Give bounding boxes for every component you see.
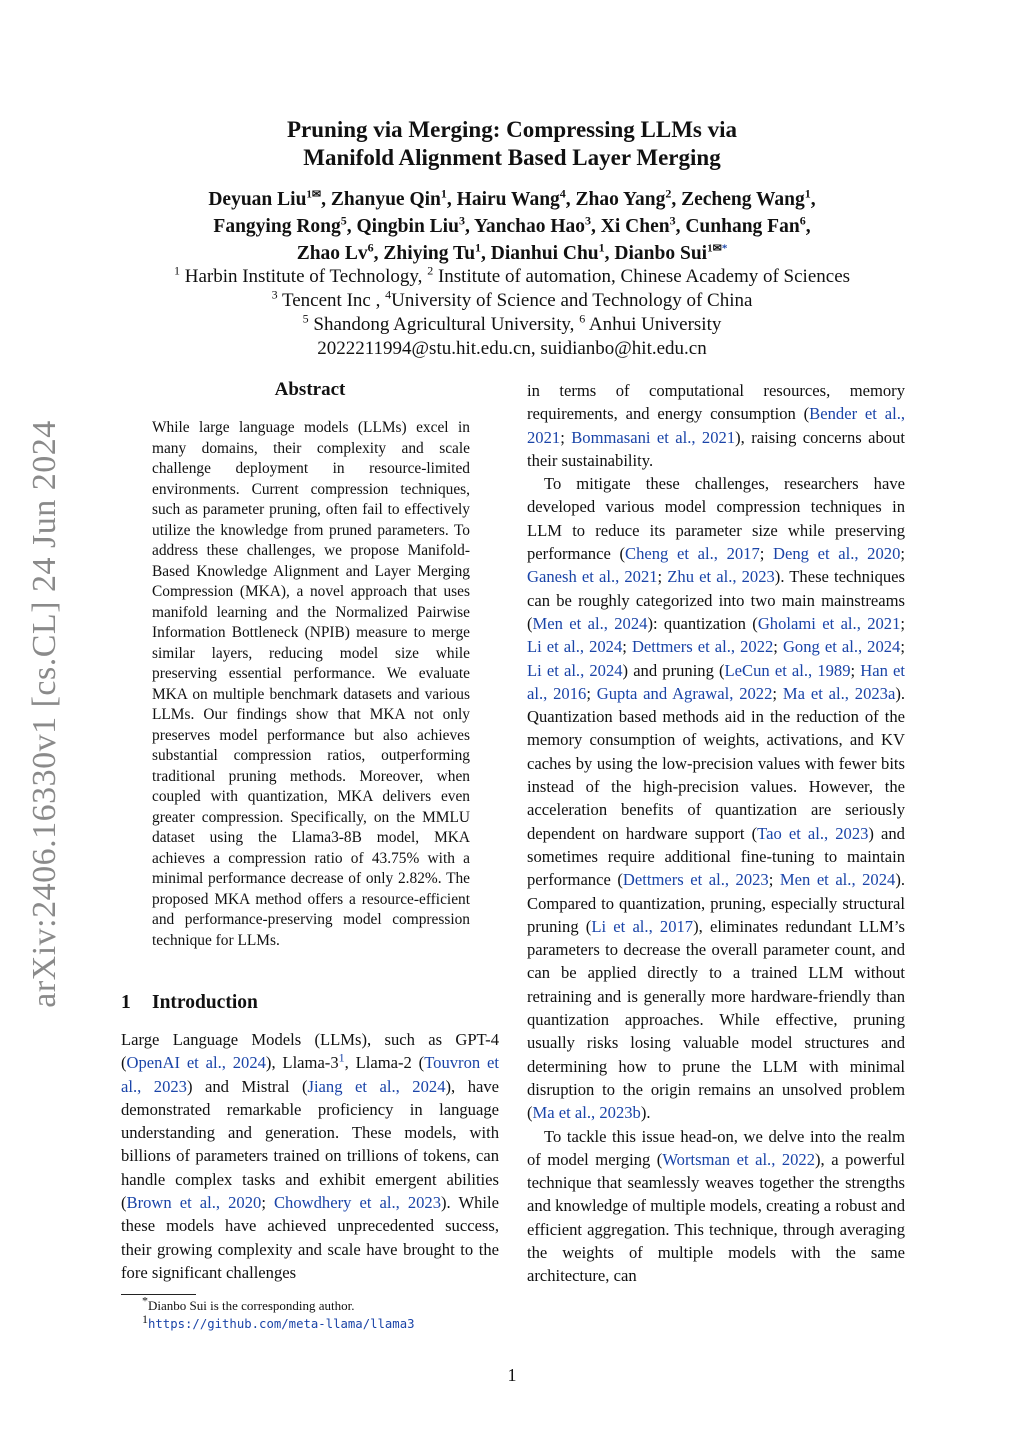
body-text: in terms of computational resources, memory requirements, and energy consumption (: [527, 381, 905, 424]
body-text: ;: [900, 637, 905, 657]
body-text: ). While these models have achieved unprecedented success, their growing complexity and scale have brought to the fore significant challenges: [121, 1193, 499, 1282]
footnote-text: Dianbo Sui is the corresponding author.: [148, 1298, 355, 1313]
citation-link[interactable]: Li et al., 2024: [527, 660, 623, 680]
body-text: ;: [772, 683, 783, 703]
section-heading-introduction: [121, 992, 258, 1014]
body-paragraph: [527, 472, 905, 1124]
affil-num: 3: [271, 287, 278, 302]
citation-link[interactable]: Men et al., 2024: [532, 613, 648, 633]
author-line-3: Zhao Lv$^6$, Zhiying Tu$^1$, Dianhui Chu$^1$, Dianbo Sui$^{1✉*}$: [296, 240, 728, 264]
author-list: [0, 186, 1024, 267]
body-paragraph: [527, 1125, 905, 1288]
footnote-mark: 1: [142, 1311, 148, 1326]
author-affil-mark: 3: [669, 213, 676, 228]
author: Dianhui Chu: [490, 243, 599, 264]
body-text: ;: [900, 613, 906, 633]
title-line-1: Pruning via Merging: Compressing LLMs via: [286, 117, 737, 142]
author-line-1: Deyuan Liu$^{1✉}$, Zhanyue Qin$^1$, Hairu Wang$^4$, Zhao Yang$^2$, Zecheng Wang$^1$,: [208, 186, 816, 210]
citation-link[interactable]: Jiang et al., 2024: [307, 1076, 446, 1096]
author-affil-mark: 2: [665, 186, 672, 201]
author: Deyuan Liu: [208, 189, 307, 210]
citation-link[interactable]: Touvron et al., 2023: [121, 1053, 499, 1096]
author: Cunhang Fan: [685, 216, 800, 237]
author-emails: 2022211994@stu.hit.edu.cn, suidianbo@hit.edu.cn: [317, 338, 707, 359]
body-text: ). Compared to quantization, pruning, especially structural pruning (: [527, 870, 905, 936]
body-text: ). These techniques can be roughly categorized into two main mainstreams (: [527, 567, 905, 633]
author-affil-mark: 6: [367, 240, 374, 255]
body-text: ), raising concerns about their sustainability.: [527, 427, 905, 470]
intro-paragraph: [121, 1028, 499, 1284]
affiliation-line: [0, 265, 1024, 289]
citation-link[interactable]: Gong et al., 2024: [782, 637, 901, 657]
author: Zhiying Tu: [383, 243, 476, 264]
affil-num: 1: [173, 263, 180, 278]
body-text: ), a powerful technique that seamlessly weaves together the strengths and knowledge of multiple models, creating a robust and efficient aggregation. This technique, through averaging the weights of multiple models with the same architecture, can: [527, 1149, 905, 1286]
citation-link[interactable]: Zhu et al., 2023: [667, 567, 775, 587]
author-line-2: Fangying Rong$^5$, Qingbin Liu$^3$, Yanchao Hao$^3$, Xi Chen$^3$, Cunhang Fan$^6$,: [213, 213, 811, 237]
affil-text: Anhui University: [585, 314, 722, 335]
affil-num: 5: [302, 311, 309, 326]
author-affil-mark: 5: [340, 213, 347, 228]
citation-link[interactable]: OpenAI et al., 2024: [126, 1053, 266, 1073]
citation-link[interactable]: LeCun et al., 1989: [724, 660, 851, 680]
body-text: ) and Mistral (: [186, 1076, 308, 1096]
author: Fangying Rong: [213, 216, 341, 237]
author-affil-mark: 1: [440, 186, 447, 201]
citation-link[interactable]: Men et al., 2024: [779, 870, 896, 890]
author: Zecheng Wang: [681, 189, 805, 210]
author: Zhao Yang: [575, 189, 666, 210]
citation-link[interactable]: Wortsman et al., 2022: [662, 1149, 816, 1169]
footnote-llama3-url: [142, 1311, 502, 1333]
right-column: [527, 379, 905, 1288]
affil-num: 4: [385, 287, 392, 302]
affil-text: Tencent Inc ,: [277, 290, 386, 311]
paper-title: [0, 116, 1024, 172]
body-text: ;: [657, 567, 668, 587]
author-affil-mark: 4: [559, 186, 566, 201]
body-text: To mitigate these challenges, researchers have developed various model compression techniques in LLM to reduce its parameter size while preserving performance (: [527, 474, 905, 564]
body-text: ;: [850, 660, 861, 680]
citation-link[interactable]: Li et al., 2017: [591, 916, 694, 936]
affiliation-line: [0, 289, 1024, 313]
footnote-mark: *: [142, 1293, 148, 1308]
citation-link[interactable]: Tao et al., 2023: [757, 823, 869, 843]
body-text: ;: [759, 544, 774, 564]
footnote-url-link[interactable]: https://github.com/meta-llama/llama3: [148, 1317, 415, 1331]
citation-link[interactable]: Dettmers et al., 2022: [631, 637, 774, 657]
citation-link[interactable]: Gholami et al., 2021: [757, 613, 901, 633]
author-affil-mark: 1: [804, 186, 811, 201]
affil-num: 6: [579, 311, 586, 326]
author-affil-mark: 1✉: [707, 242, 722, 255]
abstract-heading: Abstract: [274, 379, 346, 400]
footnote-divider: [121, 1294, 196, 1295]
body-text: ), Llama-3: [265, 1053, 339, 1073]
author-affil-mark: 6: [799, 213, 806, 228]
affil-text: Institute of automation, Chinese Academy of Sciences: [433, 266, 851, 287]
body-text: ). Quantization based methods aid in the reduction of the memory consumption of weights, activations, and KV caches by using the low-precision values with fewer bits instead of the high-precision values. However, the acceleration benefits of quantization are seriously dependent on hardware support (: [527, 683, 906, 843]
body-text: , Llama-2 (: [344, 1053, 425, 1073]
introduction-left-column: [121, 1028, 499, 1284]
citation-link[interactable]: Bommasani et al., 2021: [571, 427, 736, 447]
affiliation-line: [0, 313, 1024, 337]
citation-link[interactable]: Gupta and Agrawal, 2022: [596, 683, 773, 703]
body-text: ;: [586, 683, 597, 703]
affil-text: University of Science and Technology of China: [391, 290, 753, 311]
citation-link[interactable]: Deng et al., 2020: [773, 544, 901, 564]
citation-link[interactable]: Li et al., 2024: [527, 637, 623, 657]
affil-text: Shandong Agricultural University,: [308, 314, 580, 335]
abstract-body: While large language models (LLMs) excel in many domains, their complexity and scale challenge deployment in resource-limited environments. Current compression techniques, such as parameter pruning, often fail to effectively utilize the knowledge from pruned parameters. To address these challenges, we propose Manifold-Based Knowledge Alignment and Layer Merging Compression (MKA), a novel approach that uses manifold learning and the Normalized Pairwise Information Bottleneck (NPIB) measure to merge similar layers, reducing model size while preserving essential performance. We evaluate MKA on multiple benchmark datasets and various LLMs. Our findings show that MKA not only preserves model performance but also achieves substantial compression ratios, outperforming traditional pruning methods. Moreover, when coupled with quantization, MKA delivers even greater compression. Specifically, on the MMLU dataset using the Llama3-8B model, MKA achieves a compression ratio of 43.75% with a minimal performance decrease of only 2.82%. The proposed MKA method offers a resource-efficient and performance-preserving model compression technique for LLMs.: [152, 419, 470, 949]
author: Hairu Wang: [456, 189, 560, 210]
footnote-ref-link[interactable]: 1: [338, 1050, 345, 1065]
body-paragraph: [527, 379, 905, 472]
author-affil-mark: 3: [585, 213, 592, 228]
section-title: Introduction: [152, 992, 258, 1013]
body-text: ;: [900, 544, 905, 564]
body-text: ;: [768, 870, 780, 890]
citation-link[interactable]: Ma et al., 2023b: [532, 1103, 641, 1123]
body-text: ;: [261, 1193, 274, 1213]
citation-link[interactable]: Dettmers et al., 2023: [622, 870, 769, 890]
citation-link[interactable]: Ma et al., 2023a: [782, 683, 896, 703]
citation-link[interactable]: Cheng et al., 2017: [625, 544, 760, 564]
citation-link[interactable]: Ganesh et al., 2021: [527, 567, 658, 587]
author: Yanchao Hao: [473, 216, 586, 237]
body-text: ) and pruning (: [622, 660, 725, 680]
arxiv-sidebar-stamp: [22, 420, 68, 1008]
affil-text: Harbin Institute of Technology,: [179, 266, 428, 287]
citation-link[interactable]: Han et al., 2016: [527, 660, 905, 703]
arxiv-id-label: arXiv:2406.16330v1 [cs.CL] 24 Jun 2024: [26, 420, 63, 1008]
author: Dianbo Sui: [614, 243, 708, 264]
affil-num: 2: [427, 263, 434, 278]
body-text: ;: [773, 637, 783, 657]
affiliations: [0, 265, 1024, 361]
body-text: ), have demonstrated remarkable proficiency in language understanding and generation. These models, with billions of parameters trained on trillions of tokens, can handle complex tasks and exhibit emergent abilities (: [121, 1076, 500, 1213]
author: Qingbin Liu: [356, 216, 459, 237]
citation-link[interactable]: Brown et al., 2020: [126, 1193, 262, 1213]
body-text: To tackle this issue head-on, we delve into the realm of model merging (: [527, 1126, 905, 1169]
author: Zhanyue Qin: [330, 189, 441, 210]
body-text: ;: [622, 637, 632, 657]
body-text: ) and sometimes require additional fine-tuning to maintain performance (: [527, 823, 905, 890]
citation-link[interactable]: Bender et al., 2021: [527, 404, 905, 447]
author-affil-mark: 1✉: [306, 188, 322, 201]
body-text: ).: [640, 1103, 651, 1123]
body-text: ), eliminates redundant LLM’s parameters to decrease the overall parameter count, and can be applied directly to a trained LLM without retraining and is generally more hardware-friendly than quantization approaches. While effective, pruning usually risks losing valuable model structures and determining how to prune the LLM with minimal disruption to the origin remains an unsolved problem (: [527, 916, 905, 1123]
section-number: 1: [121, 992, 131, 1013]
author: Xi Chen: [600, 216, 670, 237]
body-text: Large Language Models (LLMs), such as GPT-4 (: [121, 1030, 499, 1073]
author-affil-mark: 3: [458, 213, 465, 228]
corresponding-author-mark: *: [721, 242, 728, 255]
author-affil-mark: 1: [598, 240, 605, 255]
body-text: ;: [560, 427, 572, 447]
title-line-2: Manifold Alignment Based Layer Merging: [303, 145, 721, 170]
author-affil-mark: 1: [475, 240, 482, 255]
author: Zhao Lv: [296, 243, 368, 264]
footnote-corresponding-author: [142, 1293, 502, 1315]
citation-link[interactable]: Chowdhery et al., 2023: [273, 1193, 442, 1213]
body-text: ): quantization (: [647, 613, 758, 633]
page-number: 1: [507, 1365, 517, 1385]
